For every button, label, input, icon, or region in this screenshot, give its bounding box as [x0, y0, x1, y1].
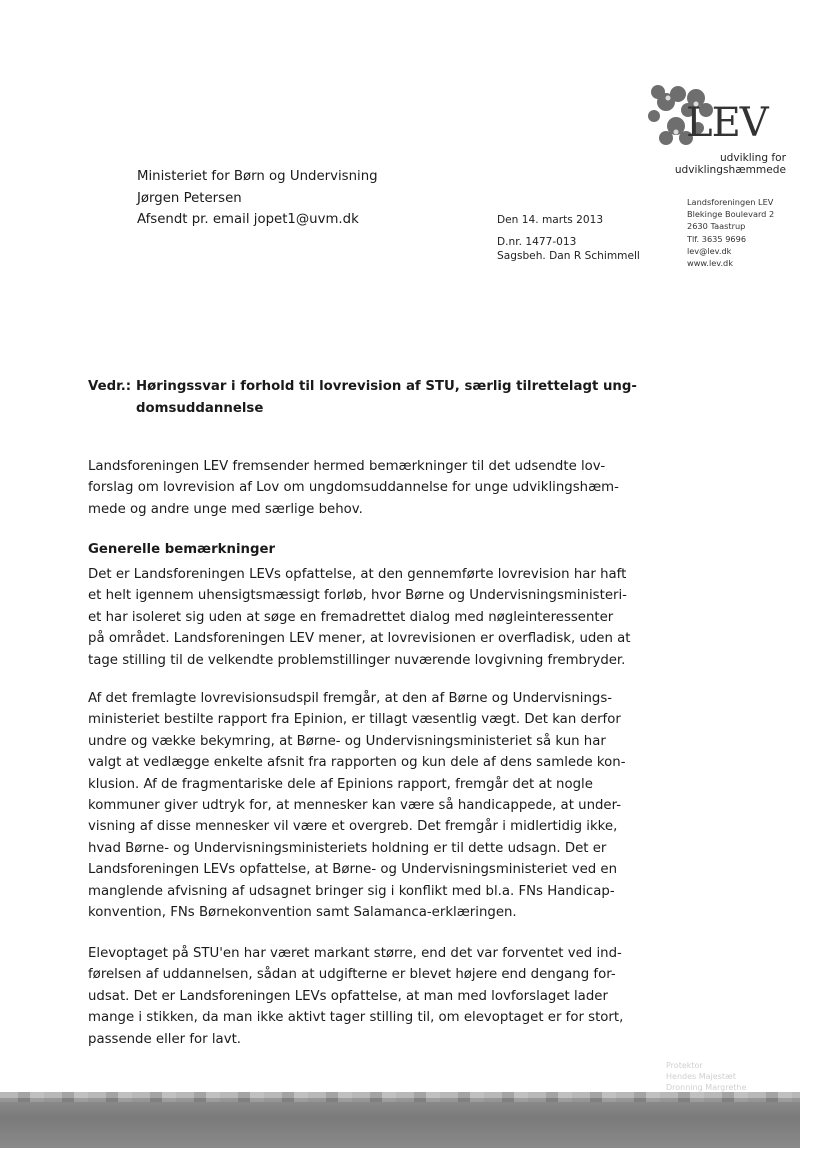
recipient-line: Jørgen Petersen	[137, 190, 242, 206]
footer-band	[0, 1098, 800, 1148]
paragraph-intro: Landsforeningen LEV fremsender hermed bemærkninger til det udsendte lov- forslag om lovrevision af Lov om ungdomsuddannelse for unge udviklingshæm- mede og andre unge med særlige behov.	[88, 459, 619, 517]
section-heading: Generelle bemærkninger	[88, 542, 276, 557]
paragraph-general: Det er Landsforeningen LEVs opfattelse, at den gennemførte lovrevision har haft et helt igennem uhensigtsmæssigt forløb, hvor Børne og Undervisningsministeri- et har isoleret sig uden at søge en fremadrettet dialog med nøgleinteressenter på området. Landsforeningen LEV mener, at lovrevisionen er overfladisk, uden at tage stilling til de velkendte problemstillinger nuværende lovgivning frembryder.	[88, 567, 631, 668]
subject-label: Vedr.:	[88, 379, 132, 394]
patron-note: Protektor Hendes Majestæt Dronning Margrethe	[666, 1061, 747, 1092]
paragraph-epinion: Af det fremlagte lovrevisionsudspil fremgår, at den af Børne og Undervisnings- ministeriet bestilte rapport fra Epinion, er tillagt væsentlig vægt. Det kan derfor undre og vække bekymring, at Børne- og Undervisningsministeriet så kun har valgt at vedlægge enkelte afsnit fra rapporten og kun dele af dens samlede kon- klusion. Af de fragmentariske dele af Epinions rapport, fremgår det at nogle kommuner giver udtryk for, at mennesker kan være så handicappede, at under- visning af disse mennesker vil være et overgreb. Det fremgår i midlertidig ikke, hvad Børne- og Undervisningsministeriets holdning er til dette udsagn. Det er Landsforeningen LEVs opfattelse, at Børne- og Undervisningsministeriet ved en manglende afvisning af udsagnet bringer sig i konflikt med bl.a. FNs Handicap- konvention, FNs Børnekonvention samt Salamanca-erklæringen.	[88, 691, 626, 921]
recipient-address	[137, 166, 378, 231]
recipient-line: Ministeriet for Børn og Undervisning	[137, 169, 378, 184]
subject-text-cont: domsuddannelse	[136, 401, 264, 416]
subject-text: Høringssvar i forhold til lovrevision af STU, særlig tilrettelagt ung-	[136, 379, 637, 394]
case-officer: Sagsbeh. Dan R Schimmell	[497, 250, 640, 262]
logo-tagline: udvikling for udviklingshæmmede	[674, 152, 786, 176]
lev-logo	[636, 80, 786, 180]
letter-date: Den 14. marts 2013	[497, 214, 604, 226]
sender-address: Landsforeningen LEV Blekinge Boulevard 2 2630 Taastrup Tlf. 3635 9696 lev@lev.dk www.lev.dk	[687, 197, 775, 269]
subject-line	[88, 376, 648, 420]
logo-wordmark: LEV	[686, 100, 768, 146]
paragraph-enrollment: Elevoptaget på STU'en har været markant større, end det var forventet ved ind- førelsen af uddannelsen, sådan at udgifterne er blevet højere end dengang for- udsat. Det er Landsforeningen LEVs opfattelse, at man med lovforslaget lader mange i stikken, da man ikke aktivt tager stilling til, om elevoptaget er for stort, passende eller for lavt.	[88, 946, 624, 1047]
recipient-line: Afsendt pr. email jopet1@uvm.dk	[137, 212, 359, 227]
case-number: D.nr. 1477-013	[497, 236, 577, 248]
